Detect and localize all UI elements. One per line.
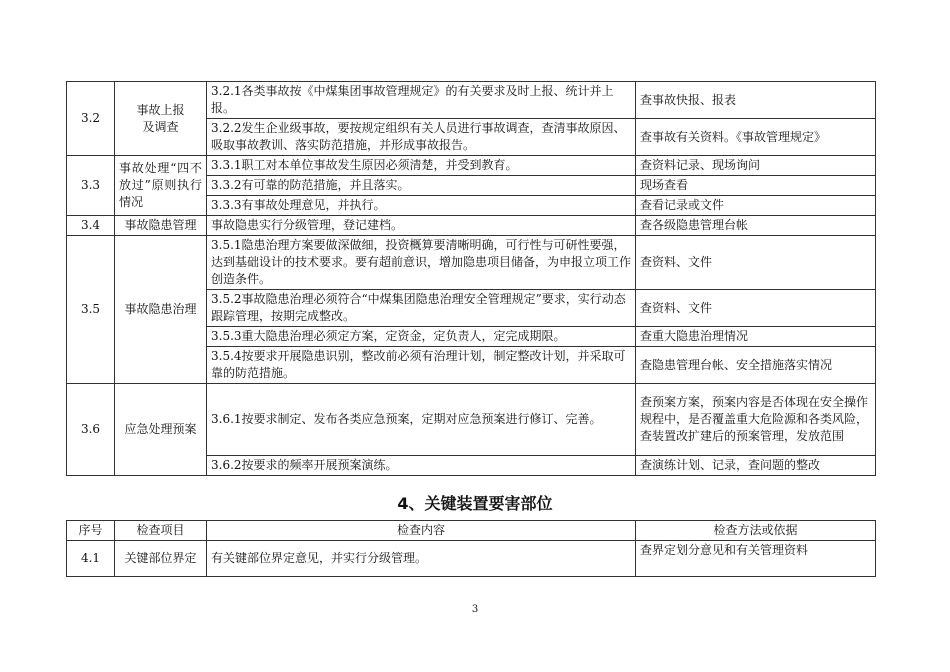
check-content: 3.5.2事故隐患治理必须符合“中煤集团隐患治理安全管理规定”要求，实行动态跟踪管理，按期完成整改。: [207, 290, 636, 327]
check-content: 3.3.3有事故处理意见，并执行。: [207, 196, 636, 216]
header-method: 检查方法或依据: [636, 521, 876, 541]
check-content: 3.6.2按要求的频率开展预案演练。: [207, 456, 636, 476]
table-row: [67, 236, 876, 290]
section-title: 4、关键装置要害部位: [397, 494, 553, 513]
check-method: 查事故快报、报表: [636, 82, 876, 119]
row-number: 3.4: [67, 216, 115, 236]
row-number: 3.2: [67, 82, 115, 156]
check-content: 事故隐患实行分级管理，登记建档。: [207, 216, 636, 236]
table-row: [67, 384, 876, 456]
check-method: 现场查看: [636, 176, 876, 196]
check-content: 有关键部位界定意见，并实行分级管理。: [207, 541, 636, 577]
check-content: 3.3.1职工对本单位事故发生原因必须清楚，并受到教育。: [207, 156, 636, 176]
row-number: 3.6: [67, 384, 115, 476]
header-content: 检查内容: [207, 521, 636, 541]
check-item: 事故隐患治理: [115, 236, 207, 384]
row-number: 4.1: [67, 541, 115, 577]
table-row: [67, 541, 876, 577]
check-content: 3.3.2有可靠的防范措施，并且落实。: [207, 176, 636, 196]
check-method: 查演练计划、记录，查问题的整改: [636, 456, 876, 476]
check-content: 3.5.4按要求开展隐患识别，整改前必须有治理计划，制定整改计划，并采取可靠的防范措施。: [207, 347, 636, 384]
check-content: 3.2.2发生企业级事故，要按规定组织有关人员进行事故调查，查清事故原因、吸取事故教训、落实防范措施，并形成事故报告。: [207, 119, 636, 156]
check-content: 3.6.1按要求制定、发布各类应急预案，定期对应急预案进行修订、完善。: [207, 384, 636, 456]
header-no: 序号: [67, 521, 115, 541]
check-method: 查资料、文件: [636, 236, 876, 290]
check-item: 应急处理预案: [115, 384, 207, 476]
table-header-row: [67, 521, 876, 541]
check-item: 事故上报 及调查: [115, 82, 207, 156]
table-row: [67, 216, 876, 236]
inspection-table-4: [66, 520, 876, 577]
check-method: 查重大隐患治理情况: [636, 327, 876, 347]
row-number: 3.3: [67, 156, 115, 216]
check-method: 查各级隐患管理台帐: [636, 216, 876, 236]
check-method: 查事故有关资料。《事故管理规定》: [636, 119, 876, 156]
check-item: 关键部位界定: [115, 541, 207, 577]
check-method: 查预案方案，预案内容是否体现在安全操作规程中，是否覆盖重大危险源和各类风险，查装置改扩建后的预案管理，发放范围: [636, 384, 876, 456]
header-item: 检查项目: [115, 521, 207, 541]
check-item: 事故隐患管理: [115, 216, 207, 236]
check-method: 查隐患管理台帐、安全措施落实情况: [636, 347, 876, 384]
table-row: [67, 156, 876, 176]
check-content: 3.5.1隐患治理方案要做深做细，投资概算要清晰明确，可行性与可研性要强，达到基础设计的技术要求。要有超前意识，增加隐患项目储备，为申报立项工作创造条件。: [207, 236, 636, 290]
inspection-table-3: [66, 81, 876, 476]
row-number: 3.5: [67, 236, 115, 384]
page-number: 3: [471, 604, 479, 615]
table-row: [67, 82, 876, 119]
check-item: 事故处理“四不放过”原则执行情况: [115, 156, 207, 216]
check-method: 查看记录或文件: [636, 196, 876, 216]
check-method: 查资料、文件: [636, 290, 876, 327]
check-method: 查界定划分意见和有关管理资料: [636, 541, 876, 577]
check-content: 3.5.3重大隐患治理必须定方案，定资金，定负责人，定完成期限。: [207, 327, 636, 347]
check-method: 查资料记录、现场询问: [636, 156, 876, 176]
check-content: 3.2.1各类事故按《中煤集团事故管理规定》的有关要求及时上报、统计并上报。: [207, 82, 636, 119]
